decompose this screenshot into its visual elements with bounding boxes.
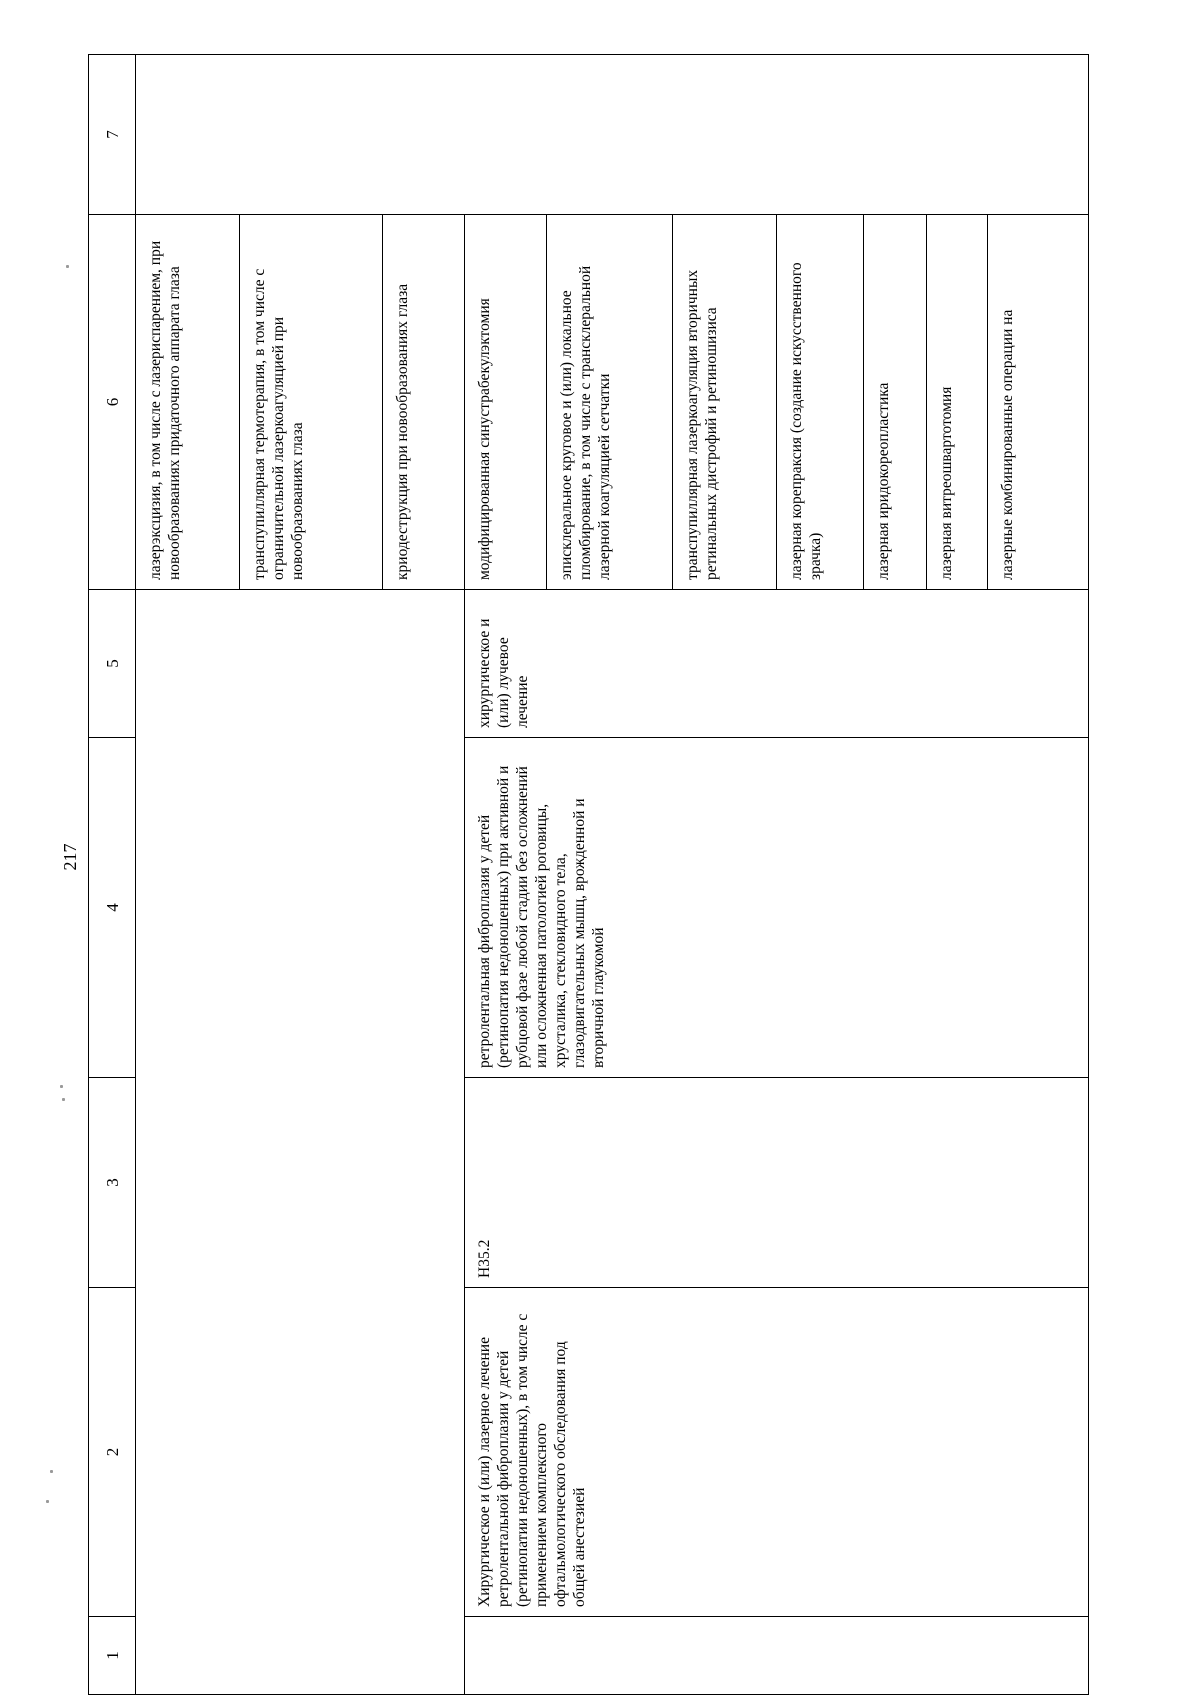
scan-speck <box>62 1098 65 1101</box>
page-number: 217 <box>60 843 80 871</box>
method-cell: лазерная корепраксия (создание искусственного зрачка) <box>777 215 864 590</box>
rotated-page-content <box>88 55 1088 1695</box>
method-cell: лазерная иридокореопластика <box>864 215 927 590</box>
header-cell-col2: 2 <box>89 1288 136 1617</box>
header-row <box>89 55 136 1695</box>
col7-cell <box>136 55 1089 215</box>
entry-name-cell: Хирургическое и (или) лазерное лечение ретролентальной фиброплазии у детей (ретинопатии недоношенных), в том числе с применением комплексного офтальмологического обследования под общей анестезией <box>465 1288 1089 1617</box>
header-cell-col6: 6 <box>89 215 136 590</box>
method-cell: криодеструкция при новообразованиях глаза <box>383 215 465 590</box>
method-cell: модифицированная синустрабекулэктомия <box>465 215 547 590</box>
method-cell: лазерные комбинированные операции на <box>988 215 1089 590</box>
entry-treatment-cell: хирургическое и (или) лучевое лечение <box>465 590 1089 738</box>
scan-speck <box>60 1085 63 1088</box>
method-cell: эписклеральное круговое и (или) локальное пломбирование, в том числе с трансклеральной лазерной коагуляцией сетчатки <box>547 215 673 590</box>
scan-speck <box>50 1470 53 1473</box>
scan-speck <box>66 265 69 268</box>
method-cell: лазерэксцизия, в том числе с лазериспарением, при новообразованиях придаточного аппарата глаза <box>136 215 240 590</box>
continuation-row <box>136 55 240 1695</box>
continuation-empty-block <box>136 590 465 1695</box>
header-cell-col1: 1 <box>89 1617 136 1695</box>
method-cell: лазерная витреошвартотомия <box>927 215 988 590</box>
method-cell: транспупиллярная термотерапия, в том числе с ограничительной лазеркоагуляцией при новообразованиях глаза <box>240 215 383 590</box>
header-cell-col4: 4 <box>89 738 136 1078</box>
entry-row <box>465 55 547 1695</box>
header-cell-col7: 7 <box>89 55 136 215</box>
entry-model-cell: ретролентальная фиброплазия у детей (ретинопатия недоношенных) при активной и рубцовой фазе любой стадии без осложнений или осложненная патологией роговицы, хрусталика, стекловидного тела, глазодвигательных мышц, врожденной и вторичной глаукомой <box>465 738 1089 1078</box>
medical-care-table <box>88 54 1089 1695</box>
header-cell-col3: 3 <box>89 1078 136 1288</box>
method-cell: транспупиллярная лазеркоагуляция вторичных ретинальных дистрофий и ретиношизиса <box>673 215 777 590</box>
scan-speck <box>46 1500 49 1503</box>
entry-code-cell: H35.2 <box>465 1078 1089 1288</box>
header-cell-col5: 5 <box>89 590 136 738</box>
entry-number-cell <box>465 1617 1089 1695</box>
